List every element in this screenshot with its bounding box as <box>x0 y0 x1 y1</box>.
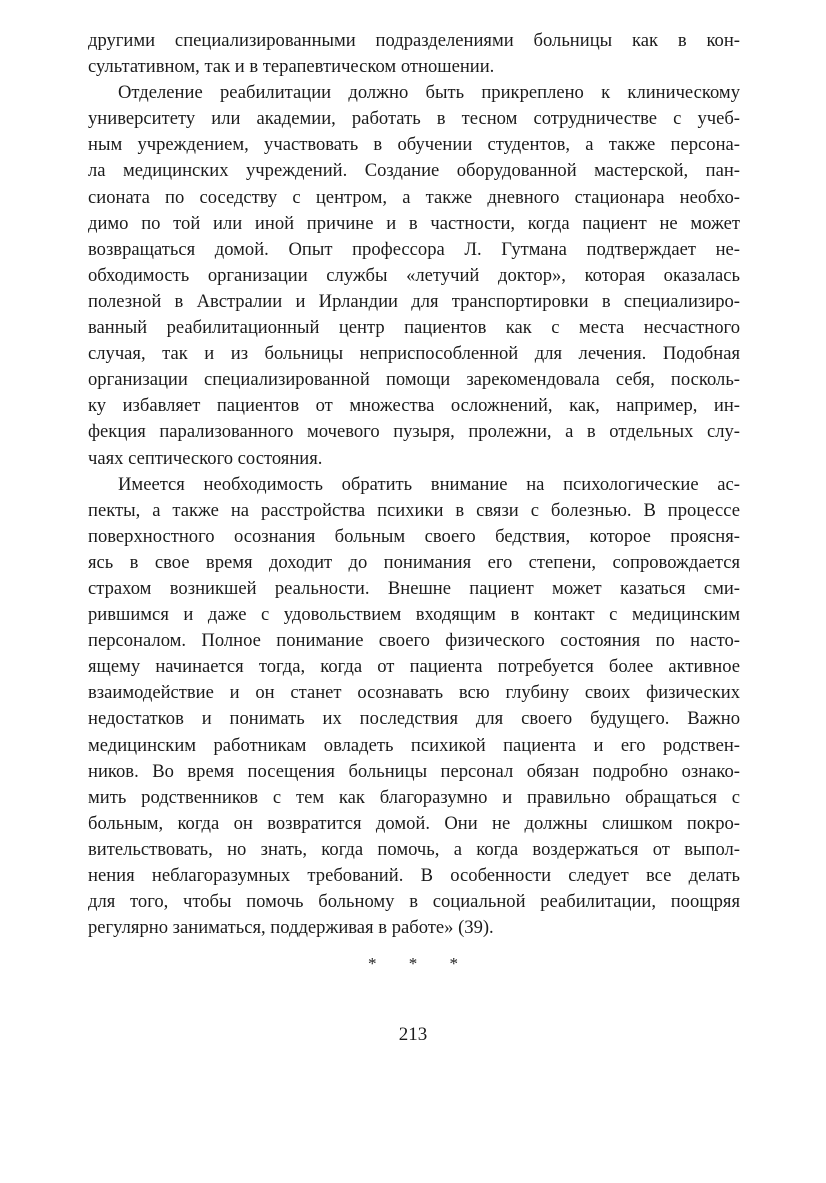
text-line: поверхностного осознания больным своего бедствия, которое проясня- <box>88 525 740 547</box>
text-line: больным, когда он возвратится домой. Они не должны слишком покро- <box>88 812 740 834</box>
text-line: ников. Во время посещения больницы персонал обязан подробно ознако- <box>88 760 740 782</box>
section-separator: * * * <box>368 954 472 973</box>
page-number: 213 <box>398 1024 428 1045</box>
text-line: ванный реабилитационный центр пациентов как с места несчастного <box>88 317 740 339</box>
text-line: страхом возникшей реальности. Внешне пациент может казаться сми- <box>88 577 740 599</box>
text-line: случая, так и из больницы неприспособленной для лечения. Подобная <box>88 343 740 365</box>
text-line: ящему начинается тогда, когда от пациента потребуется более активное <box>88 656 740 678</box>
text-line: регулярно заниматься, поддерживая в работе» (39). <box>88 917 494 939</box>
text-line: недостатков и понимать их последствия для своего будущего. Важно <box>88 708 740 730</box>
body-text <box>88 28 740 941</box>
text-line: взаимодействие и он станет осознавать всю глубину своих физических <box>88 682 740 704</box>
text-line: для того, чтобы помочь больному в социальной реабилитации, поощряя <box>88 891 740 913</box>
text-line: рившимся и даже с удовольствием входящим в контакт с медицинским <box>88 604 740 626</box>
text-line: Отделение реабилитации должно быть прикреплено к клиническому <box>118 82 740 104</box>
text-line: университету или академии, работать в тесном сотрудничестве с учеб- <box>88 108 740 130</box>
text-line: пекты, а также на расстройства психики в связи с болезнью. В процессе <box>88 499 740 521</box>
text-line: организации специализированной помощи зарекомендовала себя, посколь- <box>88 369 740 391</box>
text-line: фекция парализованного мочевого пузыря, пролежни, а в отдельных слу- <box>88 421 740 443</box>
text-line: вительствовать, но знать, когда помочь, а когда воздержаться от выпол- <box>88 838 740 860</box>
text-line: обходимость организации службы «летучий доктор», которая оказалась <box>88 264 740 286</box>
text-line: мить родственников с тем как благоразумно и правильно обращаться с <box>88 786 740 808</box>
text-line: полезной в Австралии и Ирландии для транспортировки в специализиро- <box>88 290 740 312</box>
text-line: возвращаться домой. Опыт профессора Л. Гутмана подтверждает не- <box>88 238 740 260</box>
text-line: другими специализированными подразделениями больницы как в кон- <box>88 30 740 51</box>
text-line: Имеется необходимость обратить внимание на психологические ас- <box>118 473 740 495</box>
text-line: нения неблагоразумных требований. В особенности следует все делать <box>88 865 740 886</box>
text-line: ку избавляет пациентов от множества осложнений, как, например, ин- <box>88 395 740 417</box>
text-line: медицинским работникам овладеть психикой пациента и его родствен- <box>88 734 740 756</box>
text-line: ла медицинских учреждений. Создание оборудованной мастерской, пан- <box>88 160 740 182</box>
text-line: чаях септического состояния. <box>88 447 323 469</box>
text-line: ным учреждением, участвовать в обучении студентов, а также персона- <box>88 134 740 156</box>
text-line: сионата по соседству с центром, а также дневного стационара необхо- <box>88 186 740 208</box>
text-line: персоналом. Полное понимание своего физического состояния по насто- <box>88 630 740 652</box>
text-line: димо по той или иной причине и в частности, когда пациент не может <box>88 212 740 234</box>
text-line: ясь в свое время доходит до понимания его степени, сопровождается <box>88 551 740 573</box>
text-line: сультативном, так и в терапевтическом отношении. <box>88 56 495 78</box>
